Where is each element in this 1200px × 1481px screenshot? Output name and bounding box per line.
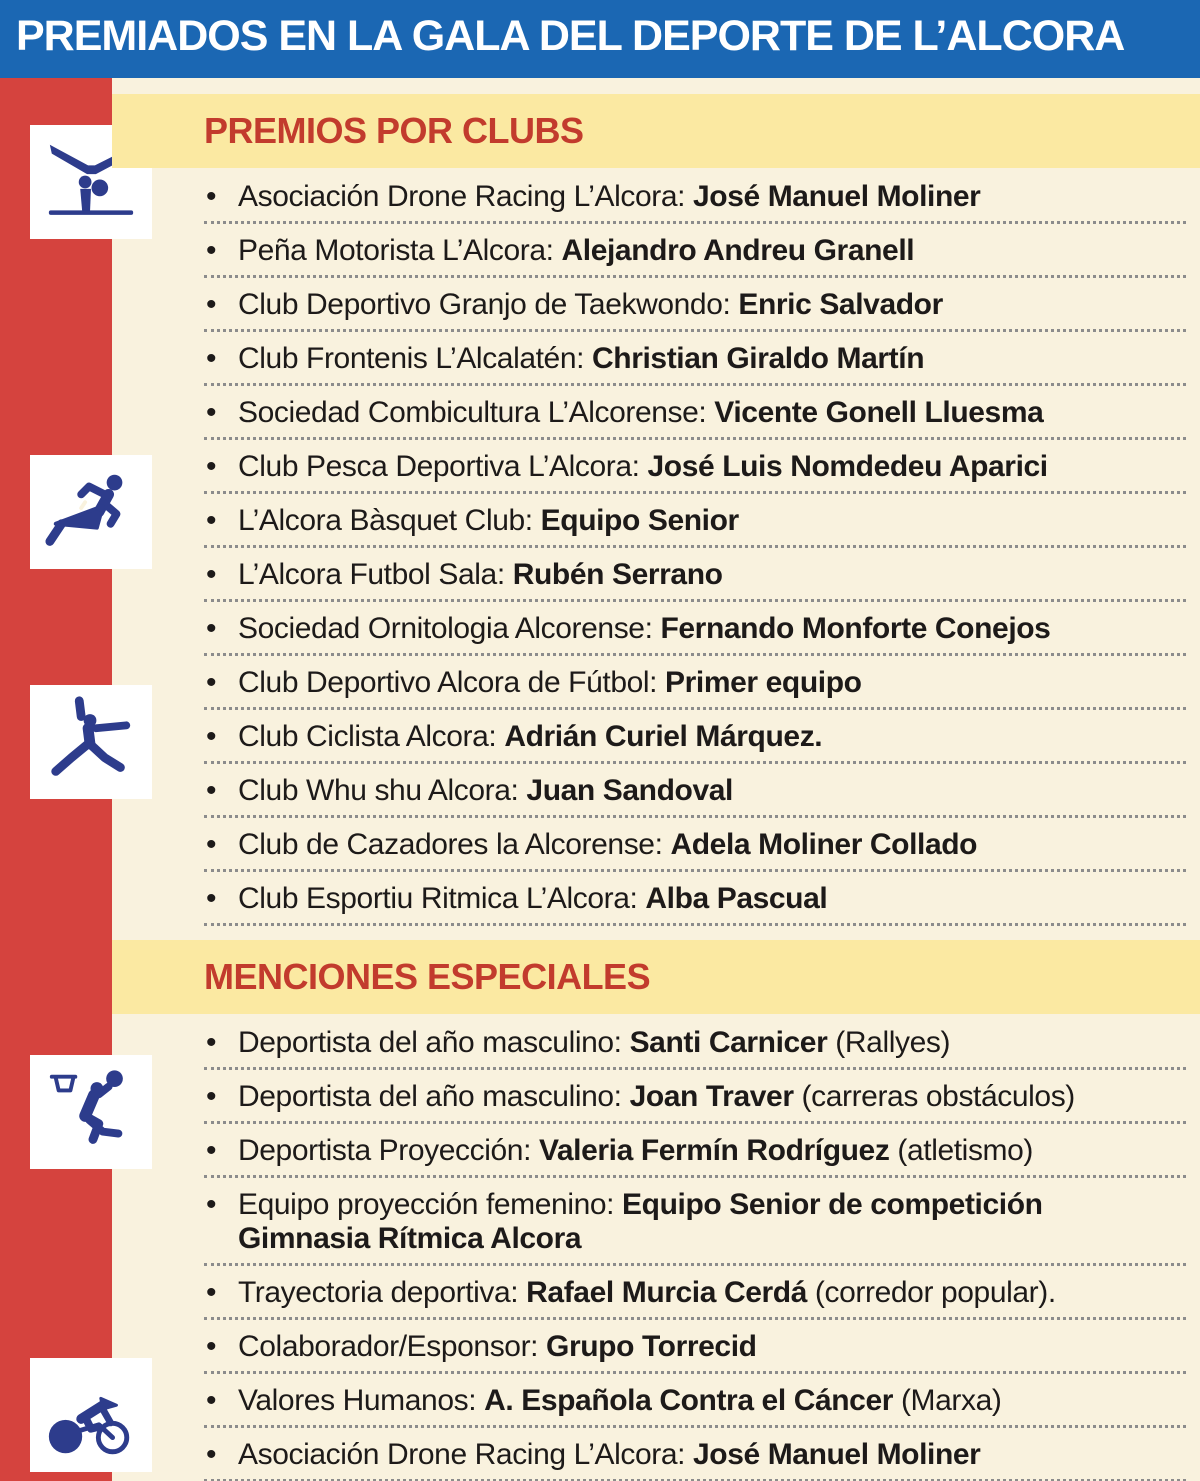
award-winner: Adrián Curiel Márquez. [504,720,823,753]
bullet-icon: • [206,720,217,753]
award-item [204,656,1186,710]
bullet-icon: • [206,1438,217,1471]
bullet-icon: • [206,1330,217,1363]
bullet-icon: • [206,612,217,645]
bullet-icon: • [206,828,217,861]
bullet-icon: • [206,1026,217,1059]
award-winner: José Manuel Moliner [692,1438,981,1471]
bullet-icon: • [206,882,217,915]
award-item [204,1374,1186,1428]
award-item [204,440,1186,494]
award-item [204,818,1186,872]
bullet-icon: • [206,1276,217,1309]
award-winner: José Manuel Moliner [692,180,981,213]
award-category: Club Whu shu Alcora: [238,774,527,807]
section-title-band [112,940,1200,1014]
award-category: L’Alcora Futbol Sala: [238,558,513,591]
award-list-clubs [112,168,1200,926]
award-item [204,1178,1186,1266]
award-item [204,170,1186,224]
award-category: Trayectoria deportiva: [238,1276,527,1309]
section-title: PREMIOS POR CLUBS [204,110,584,151]
bullet-icon: • [206,1080,217,1113]
award-item [204,602,1186,656]
award-item [204,224,1186,278]
award-item [204,332,1186,386]
award-item [204,764,1186,818]
award-winner: Adela Moliner Collado [670,828,978,861]
section-premios-por-clubs [112,94,1200,926]
award-winner: José Luis Nomdedeu Aparici [647,450,1048,483]
award-item [204,1016,1186,1070]
award-note: (Marxa) [893,1384,1002,1417]
award-category: Deportista Proyección: [238,1134,539,1167]
bullet-icon: • [206,1384,217,1417]
award-category: Equipo proyección femenino: [238,1188,623,1221]
award-note: (carreras obstáculos) [793,1080,1075,1113]
award-category: Colaborador/Esponsor: [238,1330,547,1363]
bullet-icon: • [206,504,217,537]
award-winner: Equipo Senior de competición [622,1188,1043,1221]
award-item [204,1266,1186,1320]
award-winner: A. Española Contra el Cáncer [484,1384,894,1417]
header-bar [0,0,1200,78]
award-winner: Vicente Gonell Lluesma [714,396,1044,429]
award-category: Asociación Drone Racing L’Alcora: [238,180,693,213]
award-category: Club de Cazadores la Alcorense: [238,828,671,861]
award-category: Valores Humanos: [238,1384,485,1417]
award-item [204,1320,1186,1374]
award-winner: Rafael Murcia Cerdá [526,1276,807,1309]
bullet-icon: • [206,774,217,807]
award-category: Club Frontenis L’Alcalatén: [238,342,593,375]
award-category: Club Deportivo Alcora de Fútbol: [238,666,666,699]
award-winner: Alejandro Andreu Granell [561,234,915,267]
award-list-menciones [112,1014,1200,1481]
award-item [204,494,1186,548]
award-winner-line2: Gimnasia Rítmica Alcora [238,1222,582,1255]
bullet-icon: • [206,558,217,591]
award-winner: Enric Salvador [738,288,943,321]
section-title: MENCIONES ESPECIALES [204,956,651,997]
bullet-icon: • [206,666,217,699]
award-category: Asociación Drone Racing L’Alcora: [238,1438,693,1471]
award-note: (atletismo) [889,1134,1034,1167]
bullet-icon: • [206,288,217,321]
award-category: Club Esportiu Ritmica L’Alcora: [238,882,646,915]
award-category: Club Pesca Deportiva L’Alcora: [238,450,648,483]
award-winner: Fernando Monforte Conejos [660,612,1051,645]
content-area [112,78,1200,1481]
page-title: PREMIADOS EN LA GALA DEL DEPORTE DE L’ALCORA [16,11,1125,60]
award-item [204,386,1186,440]
bullet-icon: • [206,396,217,429]
award-item [204,548,1186,602]
award-item [204,872,1186,926]
award-winner: Christian Giraldo Martín [592,342,925,375]
award-note: (Rallyes) [827,1026,951,1059]
award-category: Sociedad Ornitologia Alcorense: [238,612,661,645]
bullet-icon: • [206,180,217,213]
award-category: Deportista del año masculino: [238,1080,630,1113]
award-item [204,1124,1186,1178]
award-winner: Valeria Fermín Rodríguez [538,1134,890,1167]
award-category: Club Deportivo Granjo de Taekwondo: [238,288,739,321]
award-winner: Equipo Senior [540,504,739,537]
bullet-icon: • [206,234,217,267]
bullet-icon: • [206,450,217,483]
award-winner: Rubén Serrano [512,558,723,591]
award-item [204,1070,1186,1124]
award-winner: Santi Carnicer [629,1026,828,1059]
award-winner: Alba Pascual [645,882,828,915]
award-winner: Grupo Torrecid [546,1330,757,1363]
section-title-band [112,94,1200,168]
award-item [204,1428,1186,1481]
award-item [204,710,1186,764]
award-category: Deportista del año masculino: [238,1026,630,1059]
section-menciones-especiales [112,940,1200,1481]
award-category: Sociedad Combicultura L’Alcorense: [238,396,715,429]
award-winner: Juan Sandoval [526,774,733,807]
award-item [204,278,1186,332]
bullet-icon: • [206,1134,217,1167]
award-winner: Primer equipo [665,666,862,699]
bullet-icon: • [206,342,217,375]
award-category: Peña Motorista L’Alcora: [238,234,562,267]
award-category: Club Ciclista Alcora: [238,720,505,753]
award-note: (corredor popular). [807,1276,1056,1309]
award-category: L’Alcora Bàsquet Club: [238,504,541,537]
award-winner: Joan Traver [629,1080,794,1113]
bullet-icon: • [206,1188,217,1221]
